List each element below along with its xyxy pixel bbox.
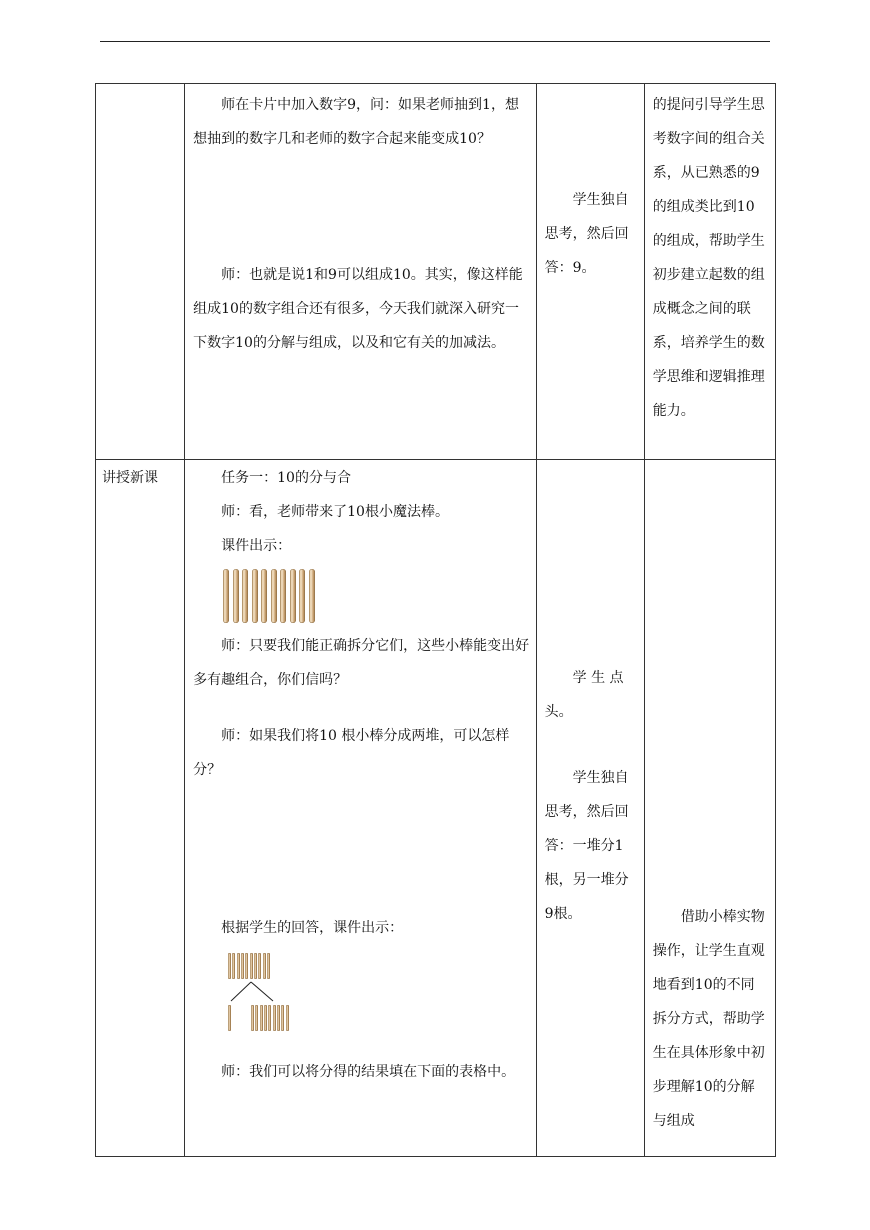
stick — [250, 953, 253, 979]
student-response: 学 生 点头。 — [544, 670, 624, 720]
stick — [242, 569, 248, 623]
stick — [228, 1005, 231, 1031]
teacher-paragraph: 师：也就是说1和9可以组成10。其实，像这样能组成10的数字组合还有很多，今天我们就深入研究一下数字10的分解与组成，以及和它有关的加减法。 — [193, 267, 523, 351]
teacher-line: 师：只要我们能正确拆分它们，这些小棒能变出好多有趣组合，你们信吗？ — [193, 638, 530, 688]
stick — [290, 569, 296, 623]
teacher-paragraph: 师在卡片中加入数字9，问：如果老师抽到1，想想抽到的数字几和老师的数字合起来能变成10？ — [193, 97, 519, 147]
table-row — [96, 84, 776, 460]
design-intent-cell — [644, 460, 775, 1157]
table-row — [96, 460, 776, 1157]
right-stick-pile — [251, 1005, 290, 1031]
stick — [255, 1005, 258, 1031]
top-stick-bundle — [228, 953, 271, 979]
stick — [228, 953, 231, 979]
task-title: 任务一：10的分与合 — [221, 470, 351, 486]
design-intent-text: 借助小棒实物操作，让学生直观地看到10的不同拆分方式，帮助学生在具体形象中初步理解10的分解与组成 — [652, 909, 765, 1129]
teacher-line: 师：我们可以将分得的结果填在下面的表格中。 — [221, 1064, 516, 1080]
design-intent-cell — [644, 84, 775, 460]
ten-sticks-figure — [223, 569, 530, 623]
stick — [299, 569, 305, 623]
stick — [233, 569, 239, 623]
lesson-plan-table — [95, 83, 776, 1157]
stick — [252, 569, 258, 623]
stick — [267, 953, 270, 979]
stage-label: 讲授新课 — [102, 470, 158, 486]
stick — [261, 569, 267, 623]
split-sticks-figure — [223, 945, 530, 1055]
student-response: 学生独自思考，然后回答：9。 — [544, 192, 629, 276]
stick — [258, 953, 261, 979]
teacher-activity-cell — [185, 460, 537, 1157]
teacher-line: 课件出示： — [221, 538, 292, 554]
design-intent-text: 的提问引导学生思考数字间的组合关系，从已熟悉的9的组成类比到10的组成，帮助学生初步建立起数的组成概念之间的联系，培养学生的数学思维和逻辑推理能力。 — [652, 97, 765, 419]
stick — [251, 1005, 254, 1031]
stick — [237, 953, 240, 979]
stick — [263, 953, 266, 979]
stick — [268, 1005, 271, 1031]
stick — [309, 569, 315, 623]
left-stick-pile — [228, 1005, 232, 1031]
stick — [273, 1005, 276, 1031]
teacher-activity-cell — [185, 84, 537, 460]
stage-cell — [96, 460, 185, 1157]
stick — [286, 1005, 289, 1031]
teacher-line: 师：看，老师带来了10根小魔法棒。 — [221, 504, 449, 520]
teacher-line: 师：如果我们将10 根小棒分成两堆，可以怎样分？ — [193, 728, 510, 778]
stick — [232, 953, 235, 979]
student-response: 学生独自思考，然后回答：一堆分1根，另一堆分9根。 — [544, 770, 629, 922]
student-activity-cell — [536, 84, 644, 460]
stick — [241, 953, 244, 979]
stick — [223, 569, 229, 623]
stick — [277, 1005, 280, 1031]
header-rule — [100, 41, 770, 42]
stick — [280, 569, 286, 623]
stick — [264, 1005, 267, 1031]
teacher-line: 根据学生的回答，课件出示： — [221, 920, 404, 936]
stick — [260, 1005, 263, 1031]
student-activity-cell — [536, 460, 644, 1157]
stick — [245, 953, 248, 979]
stick — [271, 569, 277, 623]
stick — [254, 953, 257, 979]
stick — [281, 1005, 284, 1031]
stage-cell — [96, 84, 185, 460]
